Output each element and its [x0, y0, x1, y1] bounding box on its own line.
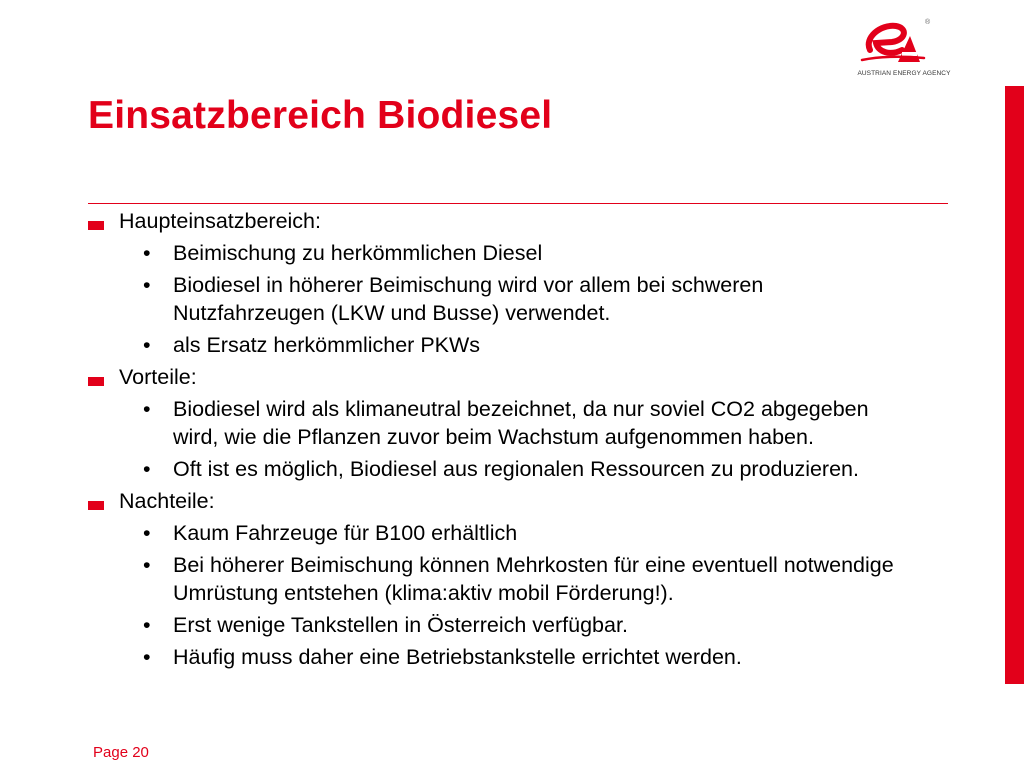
bullet-dot-icon: • — [143, 241, 151, 265]
section-nachteile — [88, 487, 918, 671]
list-item — [88, 643, 918, 671]
bullet-dot-icon: • — [143, 397, 151, 421]
bullet-dot-icon: • — [143, 645, 151, 669]
list-item — [88, 395, 918, 451]
slide-title: Einsatzbereich Biodiesel — [88, 94, 553, 137]
square-bullet-icon — [88, 501, 104, 510]
page-number: Page 20 — [93, 744, 149, 761]
square-bullet-icon — [88, 221, 104, 230]
austrian-energy-agency-logo — [858, 16, 958, 80]
section-heading — [88, 487, 918, 515]
list-item — [88, 519, 918, 547]
bullet-dot-icon: • — [143, 553, 151, 577]
square-bullet-icon — [88, 377, 104, 386]
list-item — [88, 455, 918, 483]
list-item-text: Biodiesel wird als klimaneutral bezeichnet, da nur soviel CO2 abgegeben wird, wie die Pflanzen zuvor beim Wachstum aufgenommen haben. — [173, 397, 869, 449]
section-heading-text: Haupteinsatzbereich: — [119, 209, 321, 233]
list-item — [88, 271, 918, 327]
list-item-text: Häufig muss daher eine Betriebstankstelle errichtet werden. — [173, 645, 742, 669]
ea-logo-icon — [858, 16, 958, 70]
logo-caption: AUSTRIAN ENERGY AGENCY — [857, 70, 951, 77]
bullet-dot-icon: • — [143, 273, 151, 297]
list-item — [88, 551, 918, 607]
list-item-text: als Ersatz herkömmlicher PKWs — [173, 333, 481, 357]
list-item — [88, 239, 918, 267]
bullet-list — [88, 519, 918, 671]
list-item — [88, 331, 918, 359]
section-heading — [88, 363, 918, 391]
bullet-dot-icon: • — [143, 333, 151, 357]
list-item-text: Bei höherer Beimischung können Mehrkosten für eine eventuell notwendige Umrüstung entstehen (klima:aktiv mobil Förderung!). — [173, 553, 894, 605]
list-item-text: Biodiesel in höherer Beimischung wird vor allem bei schweren Nutzfahrzeugen (LKW und Busse) verwendet. — [173, 273, 764, 325]
section-heading-text: Nachteile: — [119, 489, 215, 513]
list-item-text: Oft ist es möglich, Biodiesel aus regionalen Ressourcen zu produzieren. — [173, 457, 859, 481]
bullet-list — [88, 239, 918, 359]
section-haupteinsatzbereich — [88, 207, 918, 359]
list-item-text: Beimischung zu herkömmlichen Diesel — [173, 241, 543, 265]
bullet-dot-icon: • — [143, 521, 151, 545]
bullet-dot-icon: • — [143, 613, 151, 637]
side-accent-bar — [1005, 86, 1024, 684]
slide-content — [88, 203, 918, 671]
registered-mark: ® — [925, 19, 931, 26]
section-vorteile — [88, 363, 918, 483]
section-heading — [88, 207, 918, 235]
list-item-text: Erst wenige Tankstellen in Österreich verfügbar. — [173, 613, 628, 637]
section-heading-text: Vorteile: — [119, 365, 197, 389]
bullet-list — [88, 395, 918, 483]
list-item — [88, 611, 918, 639]
bullet-dot-icon: • — [143, 457, 151, 481]
list-item-text: Kaum Fahrzeuge für B100 erhältlich — [173, 521, 518, 545]
